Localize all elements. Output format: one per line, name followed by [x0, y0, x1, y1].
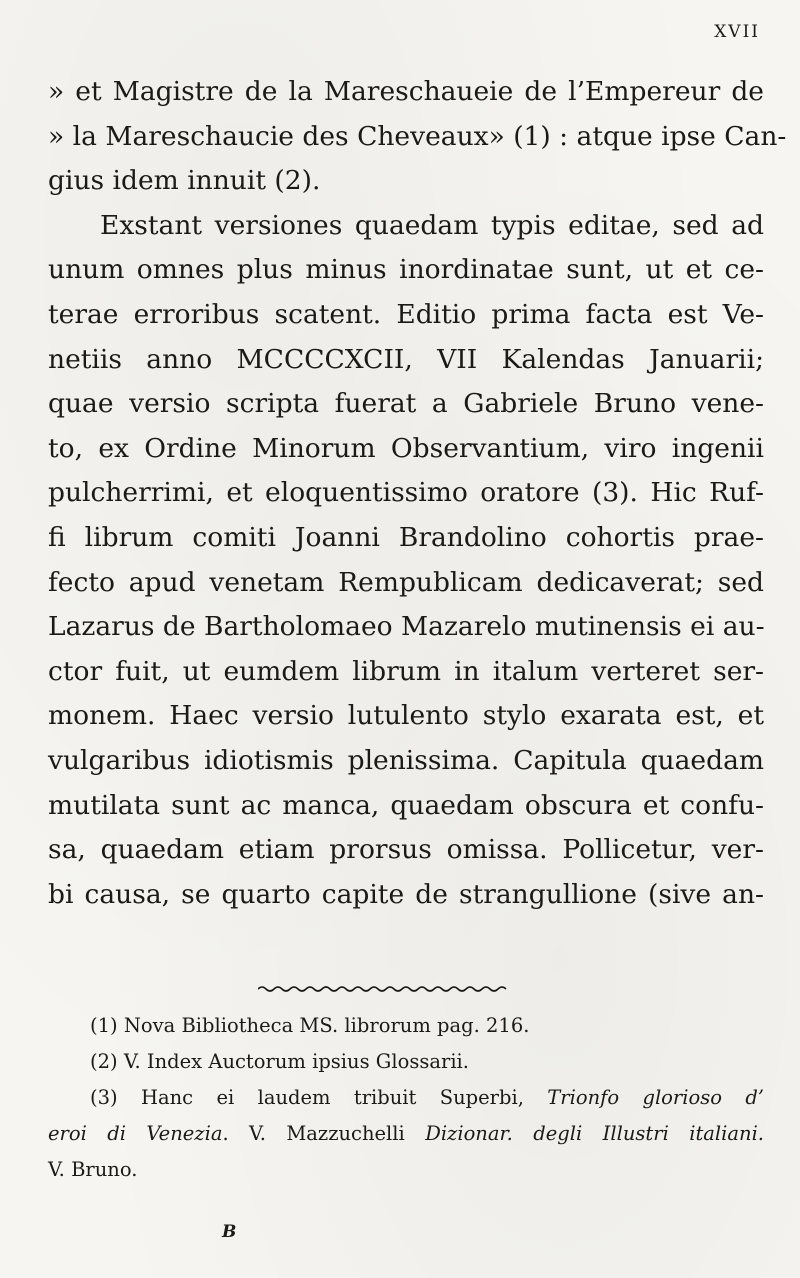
text-line: monem. Haec versio lutulento stylo exarata est, et	[48, 700, 764, 732]
text-line: fi librum comiti Joanni Brandolino cohortis prae-	[48, 521, 764, 553]
footnote-1: (1) Nova Bibliotheca MS. librorum pag. 216.	[90, 1014, 530, 1037]
text-line: vulgaribus idiotismis plenissima. Capitula quaedam	[48, 744, 764, 776]
text-line: bi causa, se quarto capite de strangullione (sive an-	[48, 878, 764, 910]
footnote-3-line-2	[48, 1116, 764, 1152]
paragraph-start-line: Exstant versiones quaedam typis editae, sed ad	[100, 209, 764, 241]
text-line: ctor fuit, ut eumdem librum in italum verteret ser-	[48, 655, 764, 687]
text-line: gius idem innuit (2).	[48, 165, 321, 197]
signature-mark: B	[222, 1222, 237, 1242]
text-line: quae versio scripta fuerat a Gabriele Bruno vene-	[48, 388, 764, 420]
text-line: mutilata sunt ac manca, quaedam obscura et confu-	[48, 789, 764, 821]
page-number: XVII	[714, 22, 760, 42]
footnote-3-line-1	[48, 1080, 764, 1116]
footnote-3-title: Trionfo glorioso d’	[547, 1086, 765, 1109]
text-line: sa, quaedam etiam prorsus omissa. Pollicetur, ver-	[48, 834, 764, 866]
text-line: terae erroribus scatent. Editio prima facta est Ve-	[48, 298, 764, 330]
footnote-3-reference: . V. Mazzuchelli	[222, 1122, 426, 1145]
text-line: » et Magistre de la Mareschaueie de l’Empereur de	[48, 76, 764, 107]
footnote-3-work-title: Dizionar. degli Illustri italiani.	[425, 1122, 764, 1145]
footnotes-block	[48, 1008, 764, 1188]
footnote-separator-rule	[258, 984, 508, 994]
text-line: netiis anno MCCCCXCII, VII Kalendas Januarii;	[48, 343, 764, 375]
footnote-3-text: (3) Hanc ei laudem tribuit Superbi,	[90, 1086, 548, 1109]
text-line: fecto apud venetam Rempublicam dedicaverat; sed	[48, 566, 764, 598]
footnote-3-title-cont: eroi di Venezia	[48, 1122, 223, 1145]
text-line: to, ex Ordine Minorum Observantium, viro ingenii	[48, 432, 764, 464]
main-text-block	[48, 70, 787, 917]
text-line: » la Mareschaucie des Cheveaux» (1) : atque ipse Can-	[48, 120, 787, 152]
footnote-2: (2) V. Index Auctorum ipsius Glossarii.	[90, 1050, 469, 1073]
text-line: Lazarus de Bartholomaeo Mazarelo mutinensis ei au-	[48, 611, 765, 643]
footnote-3-line-3: V. Bruno.	[48, 1158, 138, 1181]
text-line: pulcherrimi, et eloquentissimo oratore (3). Hic Ruf-	[48, 477, 764, 509]
text-line: unum omnes plus minus inordinatae sunt, ut et ce-	[48, 254, 764, 286]
